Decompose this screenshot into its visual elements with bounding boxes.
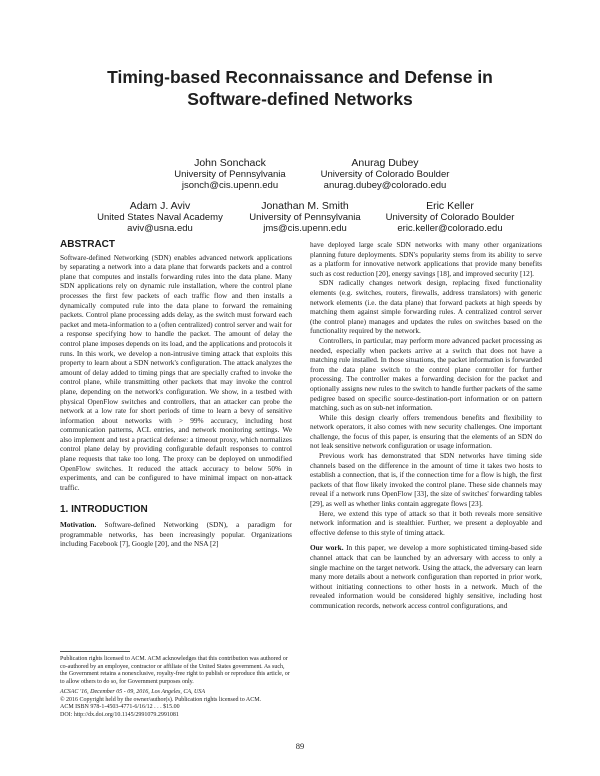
footnote-block (60, 651, 292, 720)
author-block (80, 200, 240, 234)
author-name: John Sonchack (194, 157, 266, 169)
author-email: eric.keller@colorado.edu (397, 222, 503, 234)
introduction-heading: 1. INTRODUCTION (60, 504, 148, 516)
isbn-line: ACM ISBN 978-1-4503-4771-6/16/12 . . . $15.00 (60, 704, 180, 711)
left-column (60, 240, 292, 549)
right-column (310, 240, 542, 611)
motivation-paragraph (60, 520, 292, 549)
author-name: Jonathan M. Smith (261, 200, 349, 212)
author-affiliation: University of Colorado Boulder (320, 169, 450, 180)
author-name: Adam J. Aviv (129, 200, 191, 212)
author-affiliation: United States Naval Academy (97, 212, 223, 223)
footnote-rule (60, 651, 130, 652)
author-email: aviv@usna.edu (127, 222, 193, 234)
paper-title (0, 66, 600, 110)
doi-line: DOI: http://dx.doi.org/10.1145/2991079.2991081 (60, 711, 179, 718)
paragraph: SDN radically changes network design, replacing fixed functionality elements (e.g. switches, routers, firewalls, address translators) with generic network elements (i.e. the data plane) that forward packets at high speeds by matching them against simple forwarding rules. A centralized control server (the control plane) manages and updates the rules on switches based on the functionality required by the network. (310, 278, 542, 336)
author-email: anurag.dubey@colorado.edu (323, 179, 447, 191)
author-email: jms@cis.upenn.edu (263, 222, 347, 234)
motivation-label: Motivation. (60, 520, 97, 530)
author-affiliation: University of Pennsylvania (174, 169, 286, 180)
author-email: jsonch@cis.upenn.edu (181, 179, 279, 191)
author-block (365, 200, 535, 234)
paragraph: Here, we extend this type of attack so that it both reveals more sensitive network information and is stealthier. Further, we present a deployable and effective defense to this style of timing attack. (310, 508, 542, 537)
our-work-paragraph (310, 543, 542, 610)
motivation-text: Software-defined Networking (SDN), a paradigm for programmable networks, has been increasingly popular. Organizations including Facebook [7], Google [20], and the NSA [2] (60, 520, 292, 549)
title-line-2: Software-defined Networks (187, 89, 413, 109)
abstract-text: Software-defined Networking (SDN) enables advanced network applications by separating a network into a data plane that forwards packets and a control plane that computes and installs forwarding rules into the data plane. Many SDN applications rely on dynamic rule installation, where the control plane processes the first few packets of each traffic flow and then installs a dynamically computed rule into the data plane to forward the remaining packets. Control plane processing adds delay, as the switch must forward each packet and meta-information to a (often centralized) control server and wait for a response specifying how to handle the packet. The amount of delay the control plane imposes depends on its load, and the applications and protocols it runs. In this work, we develop a non-intrusive timing attack that exploits this property to learn about a SDN network's configuration. The attack analyzes the amount of delay added to timing pings that are specially crafted to invoke the control plane, while transmitting other packets that may invoke the control plane, depending on the network's configuration. We show, in a testbed with physical OpenFlow switches and controllers, that an attacker can probe the network at a low rate for short periods of time to learn a bevy of sensitive information about networks with > 99% accuracy, including host communication patterns, ACL entries, and network monitoring settings. We also implement and test a practical defense: a timeout proxy, which normalizes control plane delay by providing configurable default responses to control plane requests that take too long. The proxy can be deployed on unmodified OpenFlow switches. It reduced the attack accuracy to below 50% in experiments, and can be configured to have minimal impact on non-attack traffic. (60, 252, 292, 492)
paragraph: While this design clearly offers tremendous benefits and flexibility to network operators, it also comes with new security challenges. One important challenge, the focus of this paper, is ensuring that the elements of an SDN do not leak sensitive network configuration or usage information. (310, 412, 542, 451)
author-name: Anurag Dubey (351, 157, 419, 169)
page-number: 89 (295, 741, 305, 751)
author-block (285, 157, 485, 191)
rights-notice: Publication rights licensed to ACM. ACM acknowledges that this contribution was authored or co-authored by an employee, contractor or affiliate of the United States government. As such, the Government retains a nonexclusive, royalty-free right to publish or reproduce this article, or to allow others to do so, for Government purposes only. (60, 656, 290, 686)
conference-line: ACSAC '16, December 05 - 09, 2016, Los Angeles, CA, USA (60, 688, 205, 695)
author-name: Eric Keller (426, 200, 474, 212)
our-work-label: Our work. (310, 543, 344, 553)
our-work-text: In this paper, we develop a more sophisticated timing-based side channel attack that can be launched by an adversary with access to only a single machine on the target network. Using the attack, the adversary can learn many more details about a network configuration than reported in prior work, without initiating connections to other hosts in a network. Much of the revealed information would be considered highly sensitive, including host communication records, network access control configurations, and (310, 543, 542, 610)
paragraph: Previous work has demonstrated that SDN networks have timing side channels based on the difference in the amount of time it takes two hosts to establish a connection, that is, if the connection time for a flow is high, the first packets of that flow likely invoked the control plane. These side channels may reveal if a network runs OpenFlow [33], the size of switches' forwarding tables [29], as well as whether links contain aggregate flows [23]. (310, 451, 542, 509)
abstract-heading: ABSTRACT (60, 239, 115, 250)
author-block (230, 200, 380, 234)
paragraph: Controllers, in particular, may perform more advanced packet processing as needed, especially when packets arrive at a switch that does not have a matching rule installed. In those situations, the packet information is forwarded from the data plane switch to the control plane controller for further processing. The controller makes a forwarding decision for the packet and optionally assigns new rules to the switch to handle further packets of the same pedigree based on specific source-destination-port information or on pattern matching, such as on sub-net information. (310, 335, 542, 413)
copyright-line: © 2016 Copyright held by the owner/author(s). Publication rights licensed to ACM. (60, 696, 262, 703)
author-affiliation: University of Colorado Boulder (385, 212, 515, 223)
title-line-1: Timing-based Reconnaissance and Defense in (107, 67, 493, 87)
author-affiliation: University of Pennsylvania (249, 212, 361, 223)
paragraph: have deployed large scale SDN networks with many other organizations planning future deployments. SDN's popularity stems from its ability to serve as a platform for innovative network applications that provide many benefits such as cost reduction [20], energy savings [18], and improved security [12]. (310, 240, 542, 278)
